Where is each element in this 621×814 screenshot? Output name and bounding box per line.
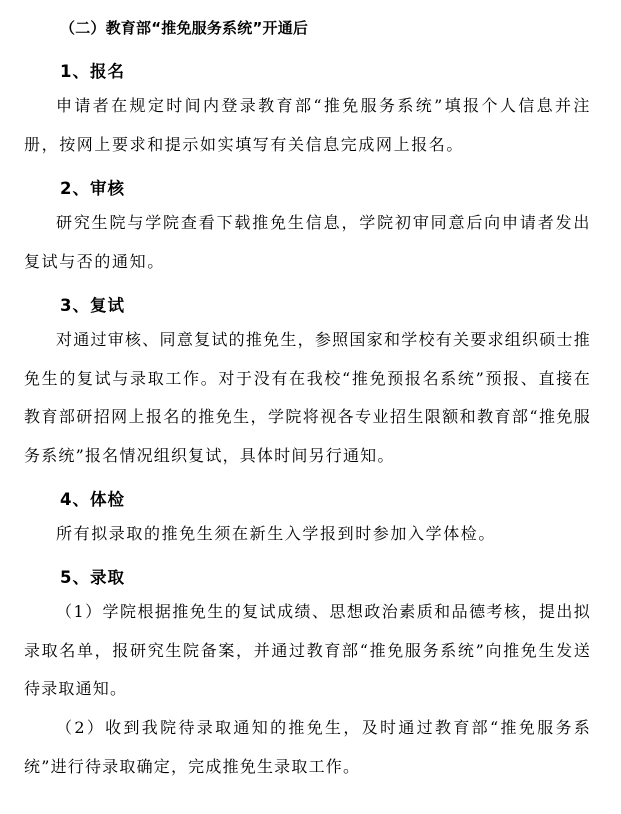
step-heading-retest: 3、复试 (60, 296, 125, 315)
paragraph-admission-1: （1）学院根据推免生的复试成绩、思想政治素质和品德考核，提出拟录取名单，报研究生院备案，并通过教育部“推免服务系统”向推免生发送待录取通知。 (24, 602, 591, 698)
paragraph-registration: 申请者在规定时间内登录教育部“推免服务系统”填报个人信息并注册，按网上要求和提示如实填写有关信息完成网上报名。 (24, 96, 591, 154)
step-heading-physical-exam: 4、体检 (60, 490, 125, 509)
step-heading-registration: 1、报名 (60, 62, 125, 81)
step-heading-review: 2、审核 (60, 179, 125, 198)
paragraph-admission-2: （2）收到我院待录取通知的推免生，及时通过教育部“推免服务系统”进行待录取确定，完成推免生录取工作。 (24, 718, 591, 776)
section-title: （二）教育部“推免服务系统”开通后 (60, 19, 309, 37)
paragraph-review: 研究生院与学院查看下载推免生信息，学院初审同意后向申请者发出复试与否的通知。 (24, 213, 591, 271)
step-heading-admission: 5、录取 (60, 568, 125, 587)
paragraph-physical-exam: 所有拟录取的推免生须在新生入学报到时参加入学体检。 (56, 524, 497, 543)
paragraph-retest: 对通过审核、同意复试的推免生，参照国家和学校有关要求组织硕士推免生的复试与录取工作。对于没有在我校“推免预报名系统”预报、直接在教育部研招网上报名的推免生，学院将视各专业招生限额和教育部“推免服务系统”报名情况组织复试，具体时间另行通知。 (24, 330, 591, 465)
